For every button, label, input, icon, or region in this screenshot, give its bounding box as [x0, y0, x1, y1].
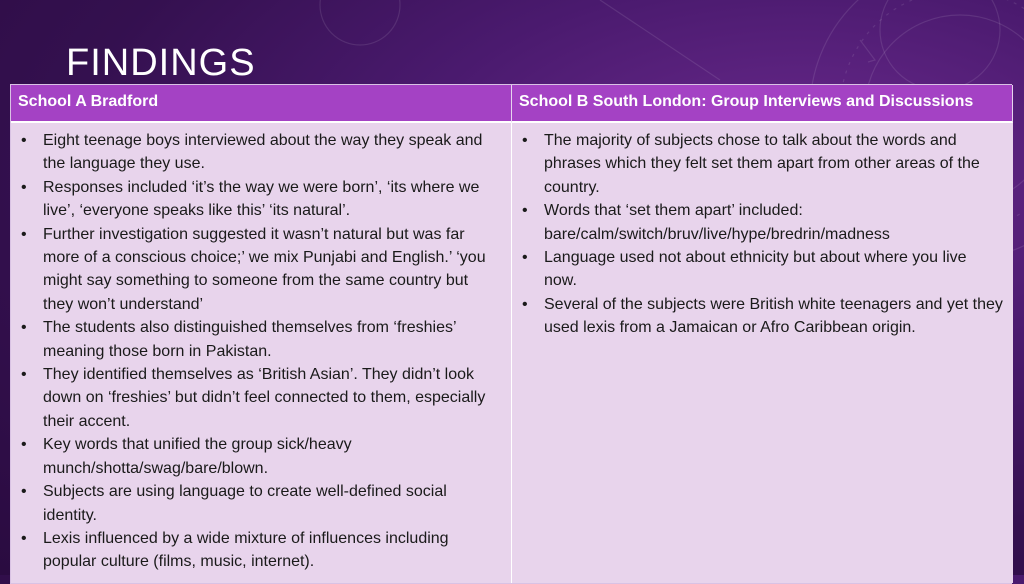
list-item: • Language used not about ethnicity but about where you live now. [520, 246, 1003, 293]
list-item: • The students also distinguished themselves from ‘freshies’ meaning those born in Pakistan. [19, 316, 501, 363]
school-a-list [19, 129, 501, 574]
school-b-list [520, 129, 1003, 340]
list-item: • Responses included ‘it’s the way we were born’, ‘its where we live’, ‘everyone speaks like this’ ‘its natural’. [19, 176, 501, 223]
school-b-findings [512, 123, 1013, 583]
list-item: • The majority of subjects chose to talk about the words and phrases which they felt set them apart from other areas of the country. [520, 129, 1003, 199]
findings-table [10, 84, 1012, 584]
list-item: • They identified themselves as ‘British Asian’. They didn’t look down on ‘freshies’ but didn’t feel connected to them, especially their accent. [19, 363, 501, 433]
column-header-school-b: School B South London: Group Interviews and Discussions [512, 85, 1013, 123]
school-a-findings [11, 123, 512, 583]
slide-title: FINDINGS [66, 42, 256, 84]
list-item: • Lexis influenced by a wide mixture of influences including popular culture (films, music, internet). [19, 527, 501, 574]
list-item: • Further investigation suggested it wasn’t natural but was far more of a conscious choice;’ we mix Punjabi and English.’ ‘you might say something to someone from the same country but they won’t understand’ [19, 223, 501, 317]
column-header-school-a: School A Bradford [11, 85, 512, 123]
list-item: • Subjects are using language to create well-defined social identity. [19, 480, 501, 527]
list-item: • Words that ‘set them apart’ included: bare/calm/switch/bruv/live/hype/bredrin/madness [520, 199, 1003, 246]
list-item: • Eight teenage boys interviewed about the way they speak and the language they use. [19, 129, 501, 176]
list-item: • Key words that unified the group sick/heavy munch/shotta/swag/bare/blown. [19, 433, 501, 480]
list-item: • Several of the subjects were British white teenagers and yet they used lexis from a Jamaican or Afro Caribbean origin. [520, 293, 1003, 340]
